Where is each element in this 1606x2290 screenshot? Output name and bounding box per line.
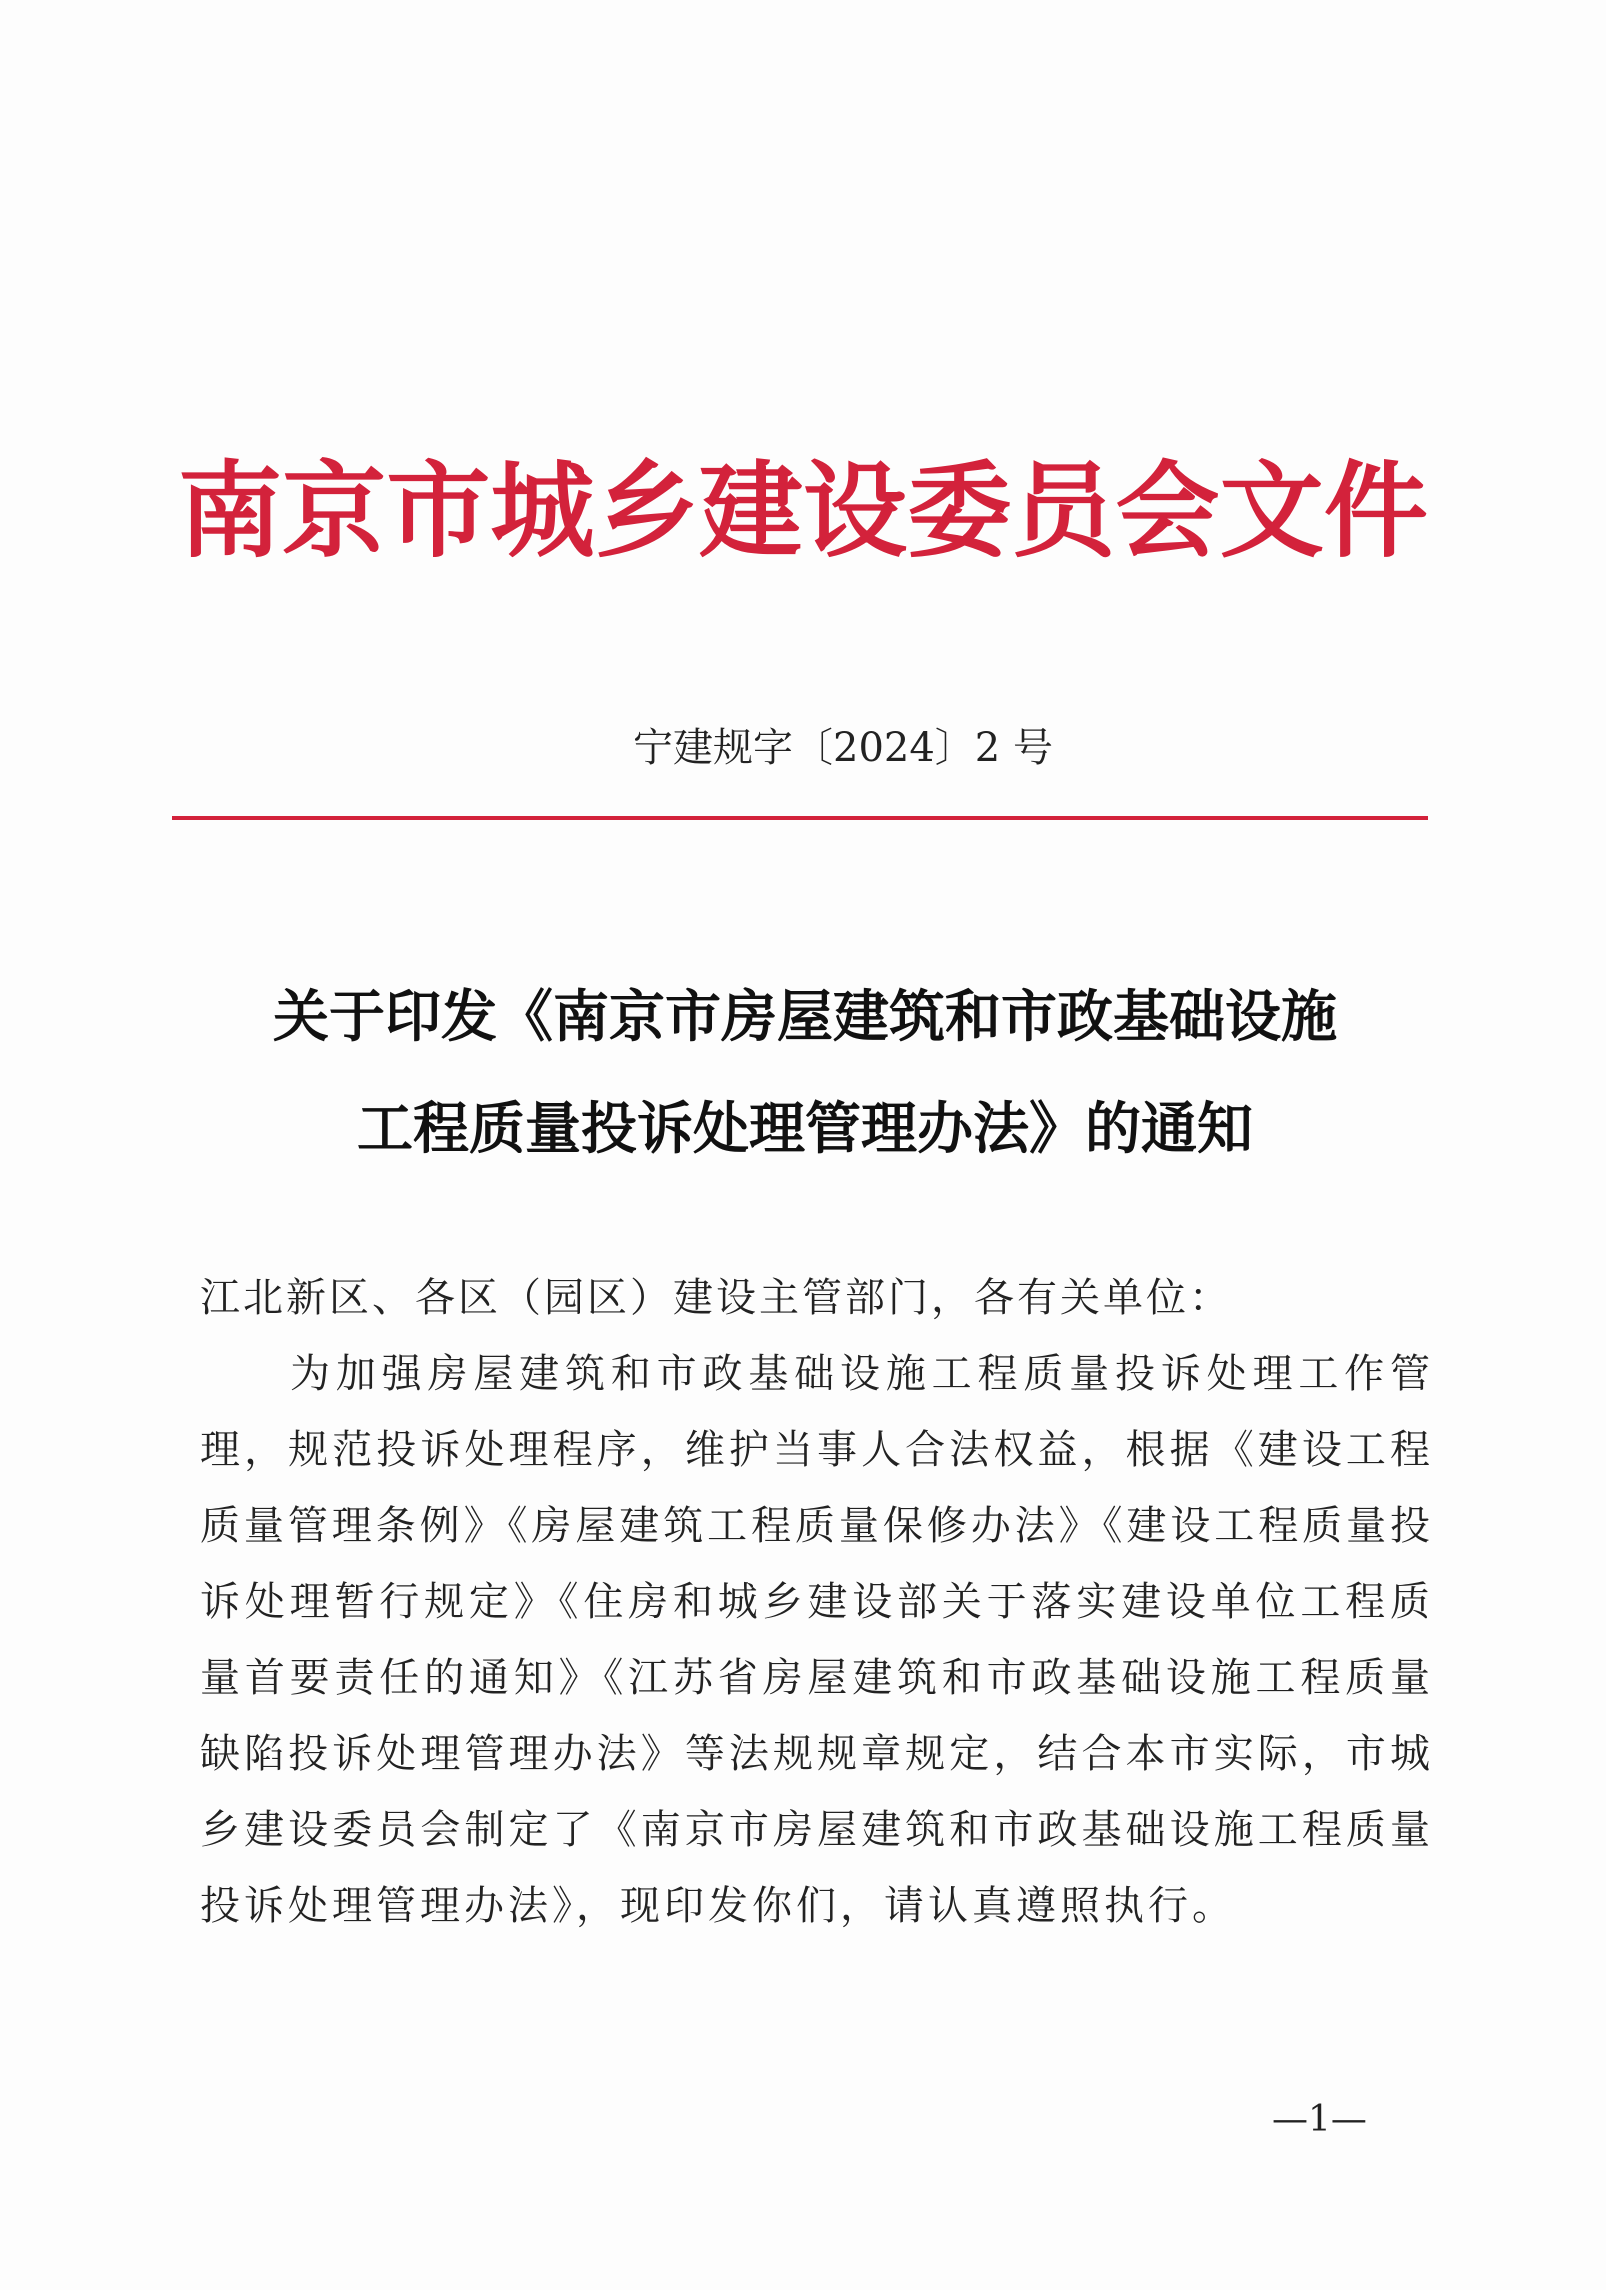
header-char: 乡 [594, 449, 699, 572]
body-line: 缺陷投诉处理管理办法》等法规规章规定，结合本市实际，市城 [200, 1731, 1430, 1777]
body-line: 乡建设委员会制定了《南京市房屋建筑和市政基础设施工程质量 [200, 1807, 1430, 1853]
header-char: 会 [1115, 449, 1220, 572]
page-number: —1— [1272, 2099, 1367, 2140]
issuing-authority-header [178, 436, 1428, 586]
document-title-line-1: 关于印发《南京市房屋建筑和市政基础设施 [273, 985, 1337, 1050]
document-number: 宁建规字〔2024〕2 号 [633, 725, 1053, 771]
body-line: 诉处理暂行规定》《住房和城乡建设部关于落实建设单位工程质 [200, 1579, 1430, 1625]
header-char: 城 [490, 449, 595, 572]
header-divider-line [172, 816, 1428, 820]
body-line: 理，规范投诉处理程序，维护当事人合法权益，根据《建设工程 [200, 1427, 1430, 1473]
header-char: 委 [907, 449, 1012, 572]
header-char: 设 [803, 449, 908, 572]
body-line: 质量管理条例》《房屋建筑工程质量保修办法》《建设工程质量投 [200, 1503, 1430, 1549]
header-char: 南 [178, 449, 283, 572]
body-line: 投诉处理管理办法》，现印发你们，请认真遵照执行。 [200, 1883, 1236, 1929]
header-char: 建 [698, 449, 803, 572]
header-char: 文 [1219, 449, 1324, 572]
document-title-line-2: 工程质量投诉处理管理办法》的通知 [357, 1097, 1253, 1162]
salutation: 江北新区、各区（园区）建设主管部门，各有关单位： [200, 1275, 1232, 1321]
header-char: 市 [386, 449, 491, 572]
body-line: 为加强房屋建筑和市政基础设施工程质量投诉处理工作管 [290, 1351, 1430, 1397]
header-char: 件 [1323, 449, 1428, 572]
body-line: 量首要责任的通知》《江苏省房屋建筑和市政基础设施工程质量 [200, 1655, 1430, 1701]
header-char: 京 [282, 449, 387, 572]
header-char: 员 [1011, 449, 1116, 572]
